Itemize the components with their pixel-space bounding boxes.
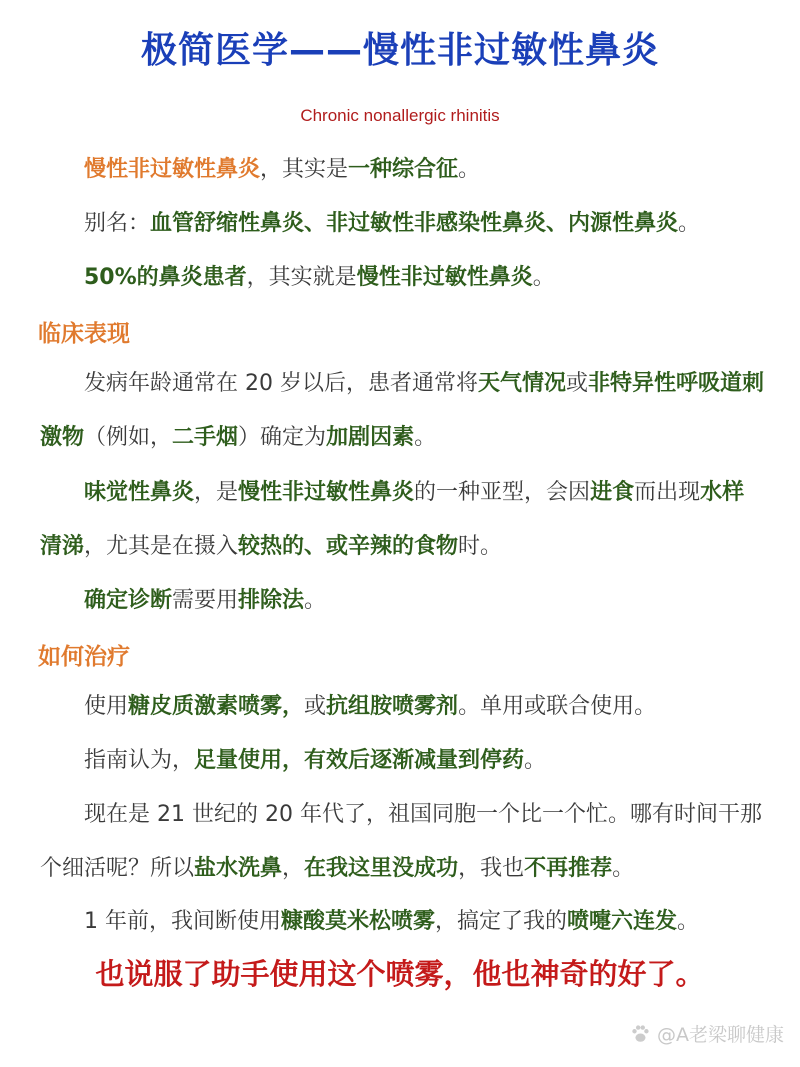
text: 。 xyxy=(524,748,547,773)
text: 而出现 xyxy=(634,480,701,505)
term-highlight: 味觉性鼻炎 xyxy=(84,480,195,505)
text: ， xyxy=(282,856,305,881)
term-highlight: 非特异性呼吸道刺激物 xyxy=(40,371,765,450)
term-highlight: 盐水洗鼻 xyxy=(194,856,283,881)
paw-logo-icon xyxy=(629,1023,651,1045)
text: 。 xyxy=(458,157,481,182)
text: ，我也 xyxy=(458,856,525,881)
text: 或 xyxy=(566,371,589,396)
term-highlight: 在我这里没成功 xyxy=(304,856,459,881)
text: ，搞定了我的 xyxy=(435,909,568,934)
term-highlight: 慢性非过敏性鼻炎 xyxy=(84,157,261,182)
text: 别名： xyxy=(84,211,151,236)
text: 的一种亚型，会因 xyxy=(414,480,591,505)
term-highlight: 糖皮质激素喷雾， xyxy=(128,694,305,719)
term-highlight: 不再推荐 xyxy=(524,856,613,881)
term-highlight: 血管舒缩性鼻炎、非过敏性非感染性鼻炎、内源性鼻炎 xyxy=(150,211,679,236)
paragraph-treatment-sprays xyxy=(40,680,765,734)
term-highlight: 一种综合征 xyxy=(348,157,459,182)
paragraph-saline-wash xyxy=(40,788,765,896)
text: 。 xyxy=(678,211,701,236)
text: 。 xyxy=(532,265,555,290)
text: 需要用 xyxy=(172,588,239,613)
section-heading-clinical: 临床表现 xyxy=(38,321,130,347)
term-highlight: 进食 xyxy=(590,480,635,505)
text: 。 xyxy=(414,425,437,450)
term-highlight: 喷嚏六连发 xyxy=(567,909,678,934)
term-highlight: 慢性非过敏性鼻炎 xyxy=(238,480,415,505)
text: ，其实就是 xyxy=(246,265,357,290)
paragraph-gustatory-rhinitis xyxy=(40,466,765,574)
text: 现在是 21 世纪的 20 年代了，祖国同胞一个比一个忙。哪有时间干那个细活呢？所以 xyxy=(40,802,762,881)
text: 使用 xyxy=(84,694,129,719)
paragraph-prevalence xyxy=(40,251,765,305)
page-subtitle: Chronic nonallergic rhinitis xyxy=(300,106,500,125)
text: ，是 xyxy=(194,480,239,505)
term-highlight: 足量使用，有效后逐渐减量到停药 xyxy=(194,748,525,773)
term-highlight: 慢性非过敏性鼻炎 xyxy=(356,265,533,290)
text: 。 xyxy=(677,909,700,934)
text: 时。 xyxy=(458,534,503,559)
closing-statement: 也说服了助手使用这个喷雾，他也神奇的好了。 xyxy=(95,957,705,991)
paragraph-definition xyxy=(40,143,765,197)
text: 。单用或联合使用。 xyxy=(458,694,657,719)
term-highlight: 排除法 xyxy=(238,588,305,613)
term-highlight: 天气情况 xyxy=(477,371,566,396)
text: ）确定为 xyxy=(238,425,327,450)
text: 指南认为， xyxy=(84,748,195,773)
term-highlight: 水样清涕 xyxy=(40,480,745,559)
paragraph-diagnosis xyxy=(40,574,765,628)
paragraph-aliases xyxy=(40,197,765,251)
text: 。 xyxy=(304,588,327,613)
term-highlight: 加剧因素 xyxy=(326,425,415,450)
term-highlight: 较热的、或辛辣的食物 xyxy=(238,534,459,559)
text: （例如， xyxy=(84,425,173,450)
text: ，尤其是在摄入 xyxy=(84,534,239,559)
section-heading-treatment: 如何治疗 xyxy=(38,644,130,670)
text: 1 年前，我间断使用 xyxy=(84,909,281,934)
term-highlight: 抗组胺喷雾剂 xyxy=(326,694,459,719)
text: 。 xyxy=(612,856,635,881)
text: 发病年龄通常在 20 岁以后，患者通常将 xyxy=(84,371,478,396)
watermark xyxy=(629,1020,784,1047)
term-highlight: 糠酸莫米松喷雾 xyxy=(281,909,436,934)
page-title: 极简医学——慢性非过敏性鼻炎 xyxy=(140,30,659,71)
text: 或 xyxy=(304,694,327,719)
term-highlight: 50%的鼻炎患者 xyxy=(84,265,247,290)
text: ，其实是 xyxy=(260,157,349,182)
paragraph-guideline xyxy=(40,734,765,788)
watermark-text: @A老梁聊健康 xyxy=(657,1024,784,1046)
term-highlight: 确定诊断 xyxy=(84,588,173,613)
term-highlight: 二手烟 xyxy=(172,425,239,450)
paragraph-personal-experience xyxy=(40,895,765,949)
paragraph-clinical-onset xyxy=(40,357,765,465)
